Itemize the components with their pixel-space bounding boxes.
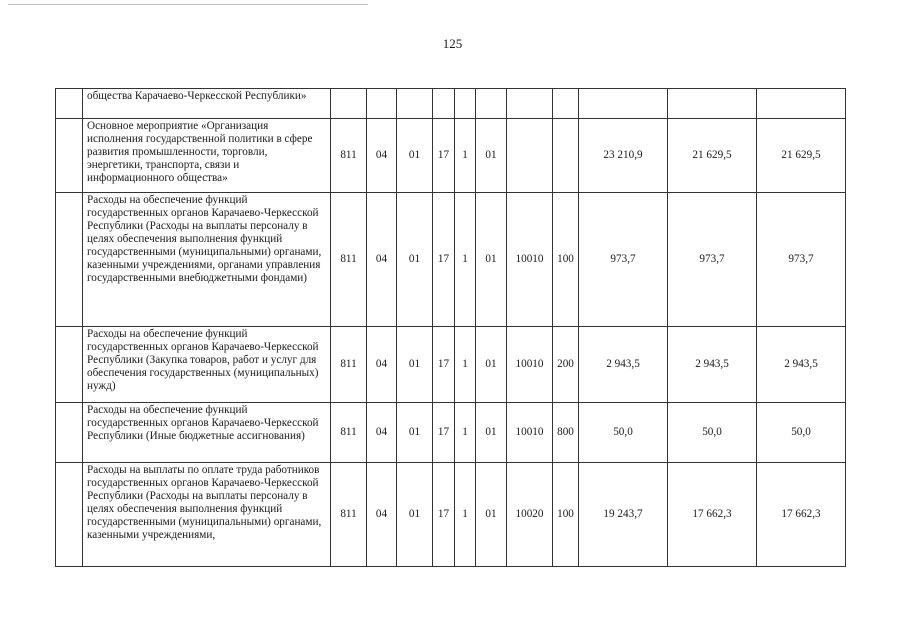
grbs-cell: 811 <box>331 119 367 193</box>
page-number: 125 <box>442 36 463 51</box>
podrazdel-cell: 01 <box>397 403 433 463</box>
sum-year-1: 973,7 <box>579 193 668 327</box>
sum-year-2: 973,7 <box>668 193 757 327</box>
grbs-cell: 811 <box>331 193 367 327</box>
sum-year-2: 50,0 <box>668 403 757 463</box>
sum-year-1: 50,0 <box>579 403 668 463</box>
program-cell: 17 <box>433 463 455 567</box>
row-name: Расходы на выплаты по оплате труда работников государственных органов Карачаево-Черкесской Республики (Расходы на выплаты персоналу в целях обеспечения выполнения функций государственными (муниципальными) органами, казенными учреждениями, <box>83 463 331 567</box>
table-row <box>56 89 846 119</box>
table-row <box>56 327 846 403</box>
direction-cell <box>507 89 553 119</box>
sum-year-1: 23 210,9 <box>579 119 668 193</box>
program-cell: 17 <box>433 327 455 403</box>
razdel-cell: 04 <box>367 327 397 403</box>
event-cell: 01 <box>476 327 507 403</box>
subprogram-cell <box>455 89 476 119</box>
row-index-cell <box>56 327 83 403</box>
expense-type-cell <box>553 119 579 193</box>
row-name: Расходы на обеспечение функций государственных органов Карачаево-Черкесской Республики (Закупка товаров, работ и услуг для обеспечения государственных (муниципальных) нужд) <box>83 327 331 403</box>
sum-year-3: 50,0 <box>757 403 846 463</box>
razdel-cell: 04 <box>367 119 397 193</box>
top-rule <box>8 4 368 5</box>
sum-year-2: 2 943,5 <box>668 327 757 403</box>
subprogram-cell: 1 <box>455 403 476 463</box>
sum-year-2: 21 629,5 <box>668 119 757 193</box>
row-name: Расходы на обеспечение функций государственных органов Карачаево-Черкесской Республики (Иные бюджетные ассигнования) <box>83 403 331 463</box>
row-index-cell <box>56 403 83 463</box>
row-name: Основное мероприятие «Организация исполнения государственной политики в сфере развития промышленности, торговли, энергетики, транспорта, связи и информационного общества» <box>83 119 331 193</box>
sum-year-2: 17 662,3 <box>668 463 757 567</box>
podrazdel-cell: 01 <box>397 327 433 403</box>
row-name: Расходы на обеспечение функций государственных органов Карачаево-Черкесской Республики (Расходы на выплаты персоналу в целях обеспечения выполнения функций государственными (муниципальными) органами, казенными учреждениями, органами управления государственными внебюджетными фондами) <box>83 193 331 327</box>
event-cell <box>476 89 507 119</box>
program-cell: 17 <box>433 193 455 327</box>
event-cell: 01 <box>476 403 507 463</box>
table-row <box>56 403 846 463</box>
grbs-cell: 811 <box>331 327 367 403</box>
table-row <box>56 193 846 327</box>
direction-cell: 10010 <box>507 193 553 327</box>
program-cell <box>433 89 455 119</box>
grbs-cell: 811 <box>331 463 367 567</box>
sum-year-3: 21 629,5 <box>757 119 846 193</box>
table-row <box>56 463 846 567</box>
sum-year-1 <box>579 89 668 119</box>
direction-cell <box>507 119 553 193</box>
subprogram-cell: 1 <box>455 193 476 327</box>
subprogram-cell: 1 <box>455 463 476 567</box>
grbs-cell: 811 <box>331 403 367 463</box>
podrazdel-cell: 01 <box>397 119 433 193</box>
row-index-cell <box>56 89 83 119</box>
subprogram-cell: 1 <box>455 119 476 193</box>
sum-year-1: 2 943,5 <box>579 327 668 403</box>
razdel-cell: 04 <box>367 403 397 463</box>
program-cell: 17 <box>433 119 455 193</box>
podrazdel-cell: 01 <box>397 193 433 327</box>
sum-year-3: 973,7 <box>757 193 846 327</box>
sum-year-3 <box>757 89 846 119</box>
event-cell: 01 <box>476 463 507 567</box>
table-row <box>56 119 846 193</box>
expense-type-cell: 200 <box>553 327 579 403</box>
budget-table <box>55 88 846 567</box>
expense-type-cell <box>553 89 579 119</box>
row-name: общества Карачаево-Черкесской Республики» <box>83 89 331 119</box>
podrazdel-cell <box>397 89 433 119</box>
expense-type-cell: 100 <box>553 193 579 327</box>
expense-type-cell: 800 <box>553 403 579 463</box>
row-index-cell <box>56 463 83 567</box>
razdel-cell: 04 <box>367 463 397 567</box>
row-index-cell <box>56 193 83 327</box>
program-cell: 17 <box>433 403 455 463</box>
event-cell: 01 <box>476 119 507 193</box>
grbs-cell <box>331 89 367 119</box>
sum-year-2 <box>668 89 757 119</box>
direction-cell: 10020 <box>507 463 553 567</box>
event-cell: 01 <box>476 193 507 327</box>
razdel-cell: 04 <box>367 193 397 327</box>
podrazdel-cell: 01 <box>397 463 433 567</box>
sum-year-3: 17 662,3 <box>757 463 846 567</box>
row-index-cell <box>56 119 83 193</box>
direction-cell: 10010 <box>507 327 553 403</box>
sum-year-3: 2 943,5 <box>757 327 846 403</box>
subprogram-cell: 1 <box>455 327 476 403</box>
sum-year-1: 19 243,7 <box>579 463 668 567</box>
direction-cell: 10010 <box>507 403 553 463</box>
expense-type-cell: 100 <box>553 463 579 567</box>
razdel-cell <box>367 89 397 119</box>
